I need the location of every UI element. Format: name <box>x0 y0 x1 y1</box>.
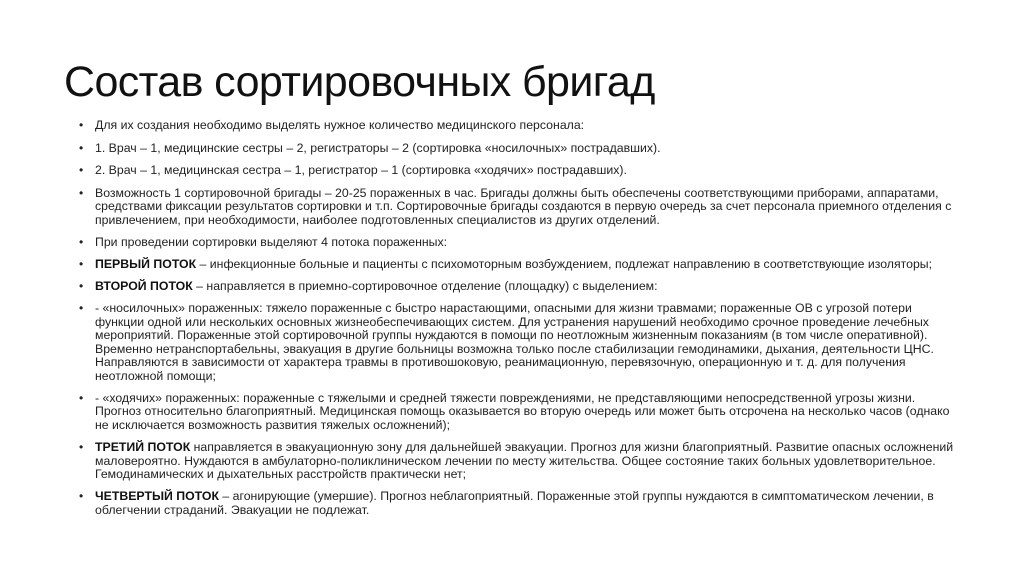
bullet-list <box>77 119 957 526</box>
item-text: При проведении сортировки выделяют 4 потока пораженных: <box>95 234 448 249</box>
list-item <box>77 164 957 178</box>
item-heading: ВТОРОЙ ПОТОК <box>95 278 193 293</box>
list-item <box>77 142 957 156</box>
bullet-icon: • <box>79 118 84 132</box>
bullet-icon: • <box>79 234 84 249</box>
item-text: – агонирующие (умершие). Прогноз неблагоприятный. Пораженные этой группы нуждаются в симптоматическом лечении, в облегчении страданий. Эвакуации не подлежат. <box>95 489 934 517</box>
slide-title: Состав сортировочных бригад <box>64 58 655 106</box>
bullet-icon: • <box>79 256 84 271</box>
list-item-stretcher <box>77 302 957 384</box>
list-item <box>77 187 957 228</box>
item-text: 2. Врач – 1, медицинская сестра – 1, регистратор – 1 (сортировка «ходячих» пострадавших). <box>95 163 627 178</box>
item-heading: ЧЕТВЕРТЫЙ ПОТОК <box>95 489 219 504</box>
item-text: 1. Врач – 1, медицинские сестры – 2, регистраторы – 2 (сортировка «носилочных» пострадавших). <box>95 140 661 155</box>
bullet-icon: • <box>79 163 84 178</box>
list-item-fourth-stream <box>77 490 957 517</box>
bullet-icon: • <box>79 300 84 315</box>
list-item-third-stream <box>77 441 957 482</box>
list-item <box>77 236 957 250</box>
item-text: направляется в эвакуационную зону для дальнейшей эвакуации. Прогноз для жизни благоприятный. Развитие опасных осложнений маловероятно. Нуждаются в амбулаторно-поликлиническом лечении по месту жительства. Общее состояние таких больных удовлетворительное. Гемодинамических и дыхательных расстройств практически нет; <box>95 440 954 482</box>
item-heading: ТРЕТИЙ ПОТОК <box>95 440 191 455</box>
list-item-first-stream <box>77 258 957 272</box>
bullet-icon: • <box>79 390 84 405</box>
list-item-second-stream <box>77 280 957 294</box>
bullet-icon: • <box>79 140 84 155</box>
item-text: – направляется в приемно-сортировочное отделение (площадку) с выделением: <box>192 278 658 293</box>
bullet-icon: • <box>79 278 84 293</box>
item-text: - «носилочных» пораженных: тяжело пораженные с быстро нарастающими, опасными для жизни травмами; пораженные ОВ с угрозой потери функции одной или нескольких основных жизнеобеспечивающих систем. Для устранения нарушений необходимо срочное проведение лечебных мероприятий. Пораженные этой сортировочной группы нуждаются в помощи по неотложным жизненным показаниям (в том числе оперативной). Временно нетранспортабельны, эвакуация в другие больницы возможна только после стабилизации гемодинамики, дыхания, деятельности ЦНС. Направляются в зависимости от характера травмы в противошоковую, реанимационную, перевязочную, операционную и т. д. для получения неотложной помощи; <box>95 300 934 383</box>
list-item-walking <box>77 392 957 433</box>
bullet-icon: • <box>79 489 84 504</box>
item-heading: ПЕРВЫЙ ПОТОК <box>95 256 197 271</box>
item-text: – инфекционные больные и пациенты с психомоторным возбуждением, подлежат направлению в соответствующие изоляторы; <box>196 256 933 271</box>
bullet-icon: • <box>79 440 84 455</box>
list-item <box>77 119 957 133</box>
item-text: - «ходячих» пораженных: пораженные с тяжелыми и средней тяжести повреждениями, не представляющими непосредственной угрозы жизни. Прогноз относительно благоприятный. Медицинская помощь оказывается во вторую очередь или может быть отсрочена на несколько часов (однако не исключается возможность развития тяжелых осложнений); <box>95 390 950 433</box>
item-text: Для их создания необходимо выделять нужное количество медицинского персонала: <box>95 118 585 132</box>
item-text: Возможность 1 сортировочной бригады – 20-25 пораженных в час. Бригады должны быть обеспечены соответствующими приборами, аппаратами, средствами фиксации результатов сортировки и т.п. Сортировочные бригады создаются в первую очередь за счет персонала приемного отделения с привлечением, при необходимости, наиболее подготовленных специалистов из других отделений. <box>95 185 952 227</box>
bullet-icon: • <box>79 185 84 200</box>
